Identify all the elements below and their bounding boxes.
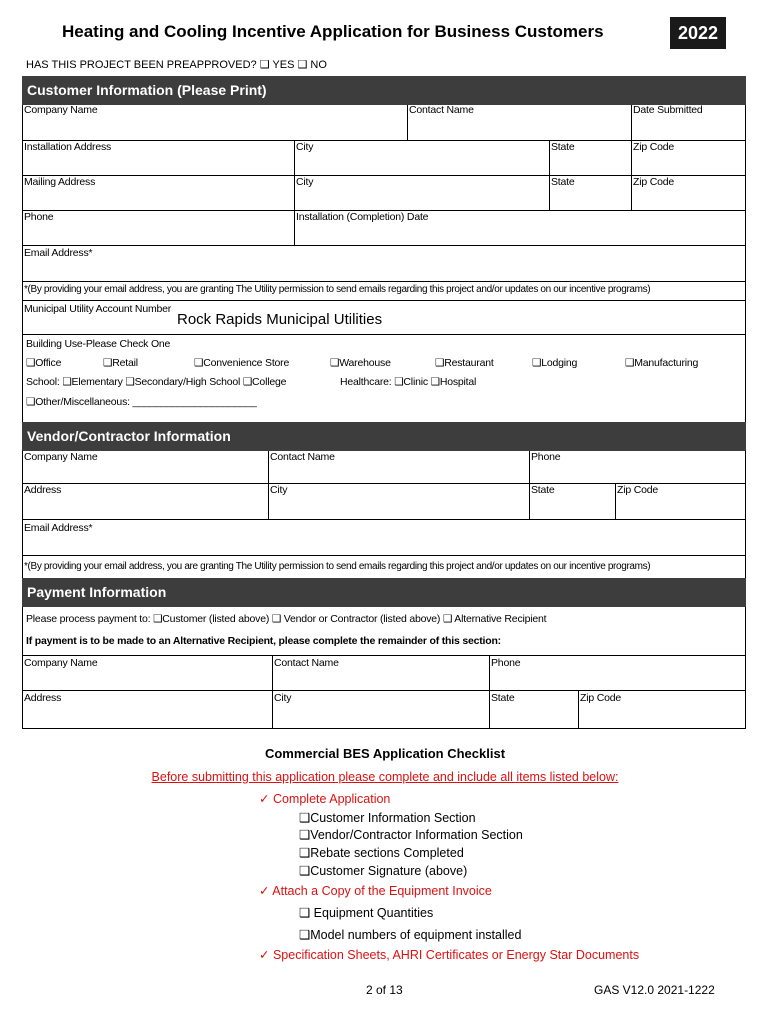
customer-date-submitted-label: Date Submitted (633, 104, 703, 116)
checklist-customer-section[interactable]: ❑Customer Information Section (299, 811, 476, 825)
customer-state-label: State (551, 141, 575, 153)
payment-city-label: City (274, 692, 292, 704)
vendor-address-label: Address (24, 484, 62, 496)
checklist-intro: Before submitting this application please complete and include all items listed below: (151, 770, 619, 784)
checklist-rebate-sections[interactable]: ❑Rebate sections Completed (299, 846, 464, 860)
checkbox-other[interactable]: ❑Other/Miscellaneous: ______________________ (26, 396, 257, 408)
checklist-model-numbers[interactable]: ❑Model numbers of equipment installed (299, 928, 522, 942)
school-options[interactable]: School: ❑Elementary ❑Secondary/High School ❑College (26, 376, 287, 388)
vendor-state-label: State (531, 484, 555, 496)
vendor-city-label: City (270, 484, 288, 496)
customer-section-header: Customer Information (Please Print) (22, 76, 746, 105)
customer-city-label: City (296, 141, 314, 153)
building-use-label: Building Use-Please Check One (26, 338, 171, 350)
utility-account-value[interactable]: Rock Rapids Municipal Utilities (177, 311, 383, 328)
checklist-item-invoice: ✓ Attach a Copy of the Equipment Invoice (259, 884, 492, 898)
checklist-title: Commercial BES Application Checklist (264, 746, 506, 761)
payment-zip-label: Zip Code (580, 692, 622, 704)
checklist-item-application: ✓ Complete Application (259, 792, 391, 806)
checkbox-office[interactable]: ❑Office (26, 357, 62, 369)
checkbox-warehouse[interactable]: ❑Warehouse (330, 357, 391, 369)
vendor-contact-name-label: Contact Name (270, 451, 335, 463)
payment-section-header: Payment Information (22, 578, 746, 607)
customer-email-label: Email Address* (24, 247, 93, 259)
vendor-email-label: Email Address* (24, 522, 93, 534)
checklist-equipment-quantities[interactable]: ❑ Equipment Quantities (299, 906, 434, 920)
customer-installation-address-label: Installation Address (24, 141, 112, 153)
customer-completion-date-label: Installation (Completion) Date (296, 211, 429, 223)
customer-phone-label: Phone (24, 211, 54, 223)
alt-recipient-note: If payment is to be made to an Alternative Recipient, please complete the remainder of this section: (26, 635, 501, 647)
customer-mailing-state-label: State (551, 176, 575, 188)
utility-account-label: Municipal Utility Account Number (24, 303, 172, 315)
checklist-vendor-section[interactable]: ❑Vendor/Contractor Information Section (299, 828, 523, 842)
vendor-phone-label: Phone (531, 451, 561, 463)
payment-contact-name-label: Contact Name (274, 657, 339, 669)
checkbox-retail[interactable]: ❑Retail (103, 357, 138, 369)
customer-mailing-address-label: Mailing Address (24, 176, 96, 188)
vendor-zip-label: Zip Code (617, 484, 659, 496)
form-version: GAS V12.0 2021-1222 (594, 983, 715, 997)
checkbox-convenience-store[interactable]: ❑Convenience Store (194, 357, 290, 369)
payment-company-name-label: Company Name (24, 657, 98, 669)
vendor-section-header: Vendor/Contractor Information (22, 422, 746, 451)
customer-email-note: *(By providing your email address, you are granting The Utility permission to send emails regarding this project and/or updates on our incentive programs) (24, 284, 651, 295)
page-number: 2 of 13 (366, 983, 403, 997)
checkbox-restaurant[interactable]: ❑Restaurant (435, 357, 494, 369)
payment-address-label: Address (24, 692, 62, 704)
payment-state-label: State (491, 692, 515, 704)
year-badge: 2022 (670, 17, 726, 49)
customer-zip-label: Zip Code (633, 141, 675, 153)
vendor-company-name-label: Company Name (24, 451, 98, 463)
payment-phone-label: Phone (491, 657, 521, 669)
customer-mailing-zip-label: Zip Code (633, 176, 675, 188)
healthcare-options[interactable]: Healthcare: ❑Clinic ❑Hospital (340, 376, 477, 388)
payment-process-options[interactable]: Please process payment to: ❑Customer (listed above) ❑ Vendor or Contractor (listed above) ❑ Alternative Recipient (26, 613, 547, 625)
page-title: Heating and Cooling Incentive Application for Business Customers (62, 22, 604, 41)
checkbox-lodging[interactable]: ❑Lodging (532, 357, 578, 369)
checklist-item-spec-sheets: ✓ Specification Sheets, AHRI Certificates or Energy Star Documents (259, 948, 640, 962)
customer-mailing-city-label: City (296, 176, 314, 188)
customer-contact-name-label: Contact Name (409, 104, 474, 116)
checkbox-manufacturing[interactable]: ❑Manufacturing (625, 357, 699, 369)
vendor-email-note: *(By providing your email address, you are granting The Utility permission to send emails regarding this project and/or updates on our incentive programs) (24, 561, 651, 572)
checklist-customer-signature[interactable]: ❑Customer Signature (above) (299, 864, 468, 878)
customer-company-name-label: Company Name (24, 104, 98, 116)
preapproved-question[interactable]: HAS THIS PROJECT BEEN PREAPPROVED? ❑ YES ❑ NO (26, 59, 327, 71)
